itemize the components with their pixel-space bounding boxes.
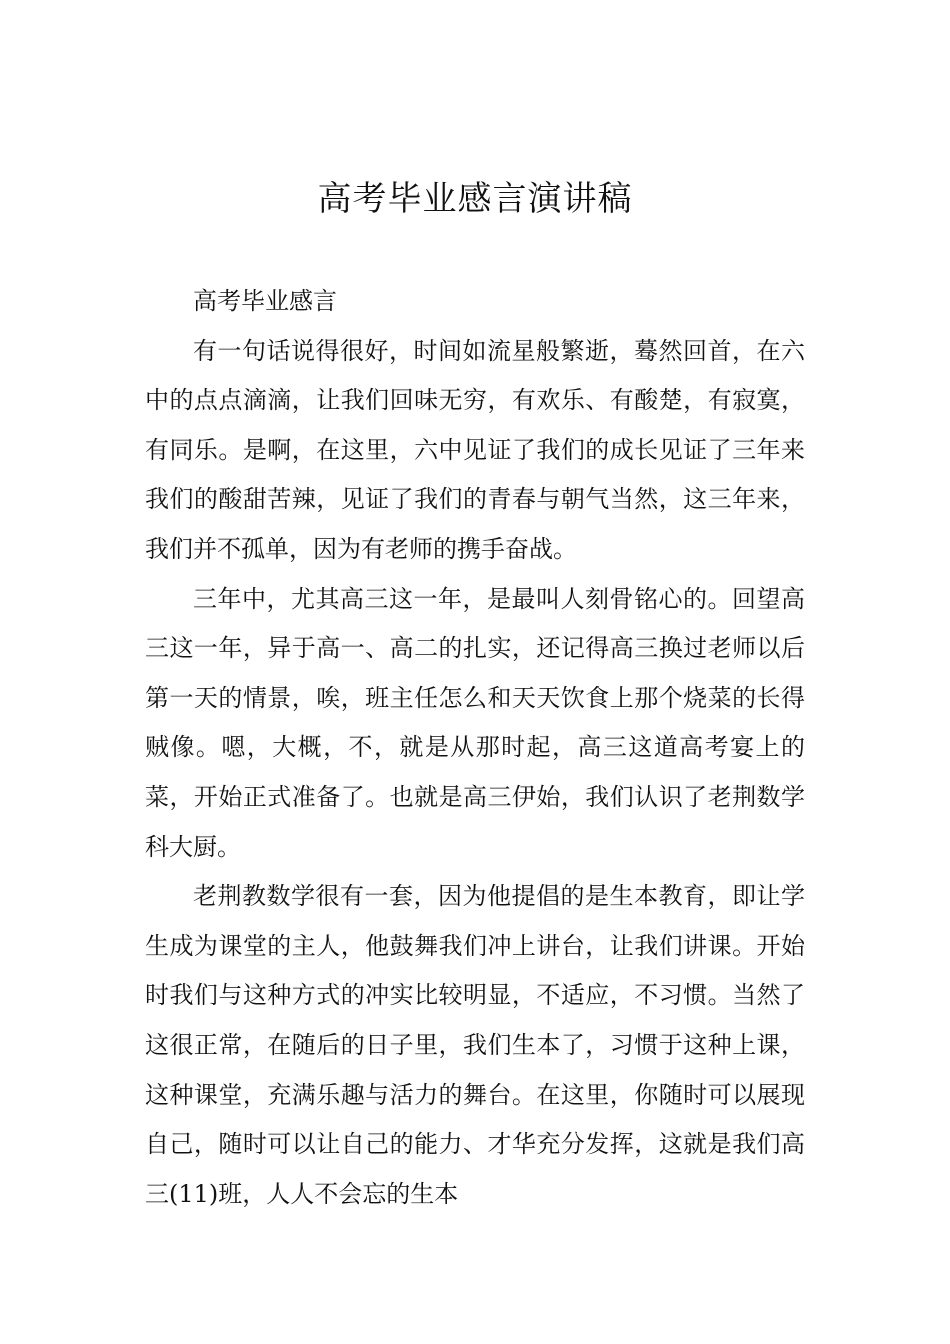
paragraph-1: 有一句话说得很好，时间如流星般繁逝，蓦然回首，在六中的点点滴滴，让我们回味无穷，有欢乐、有酸楚，有寂寞，有同乐。是啊，在这里，六中见证了我们的成长见证了三年来我们的酸甜苦辣，见证了我们的青春与朝气当然，这三年来，我们并不孤单，因为有老师的携手奋战。 <box>145 336 805 563</box>
paragraph-2: 三年中，尤其高三这一年，是最叫人刻骨铭心的。回望高三这一年，异于高一、高二的扎实，还记得高三换过老师以后第一天的情景，唉，班主任怎么和天天饮食上那个烧菜的长得贼像。嗯，大概，不，就是从那时起，高三这道高考宴上的菜，开始正式准备了。也就是高三伊始，我们认识了老荆数学科大厨。 <box>145 584 805 861</box>
document-title: 高考毕业感言演讲稿 <box>317 179 633 219</box>
document-body <box>145 277 805 1219</box>
paragraph-3: 老荆教数学很有一套，因为他提倡的是生本教育，即让学生成为课堂的主人，他鼓舞我们冲上讲台，让我们讲课。开始时我们与这种方式的冲实比较明显，不适应，不习惯。当然了这很正常，在随后的日子里，我们生本了，习惯于这种上课，这种课堂，充满乐趣与活力的舞台。在这里，你随时可以展现自己，随时可以让自己的能力、才华充分发挥，这就是我们高三(11)班，人人不会忘的生本 <box>145 882 805 1208</box>
section-heading: 高考毕业感言 <box>193 287 337 315</box>
